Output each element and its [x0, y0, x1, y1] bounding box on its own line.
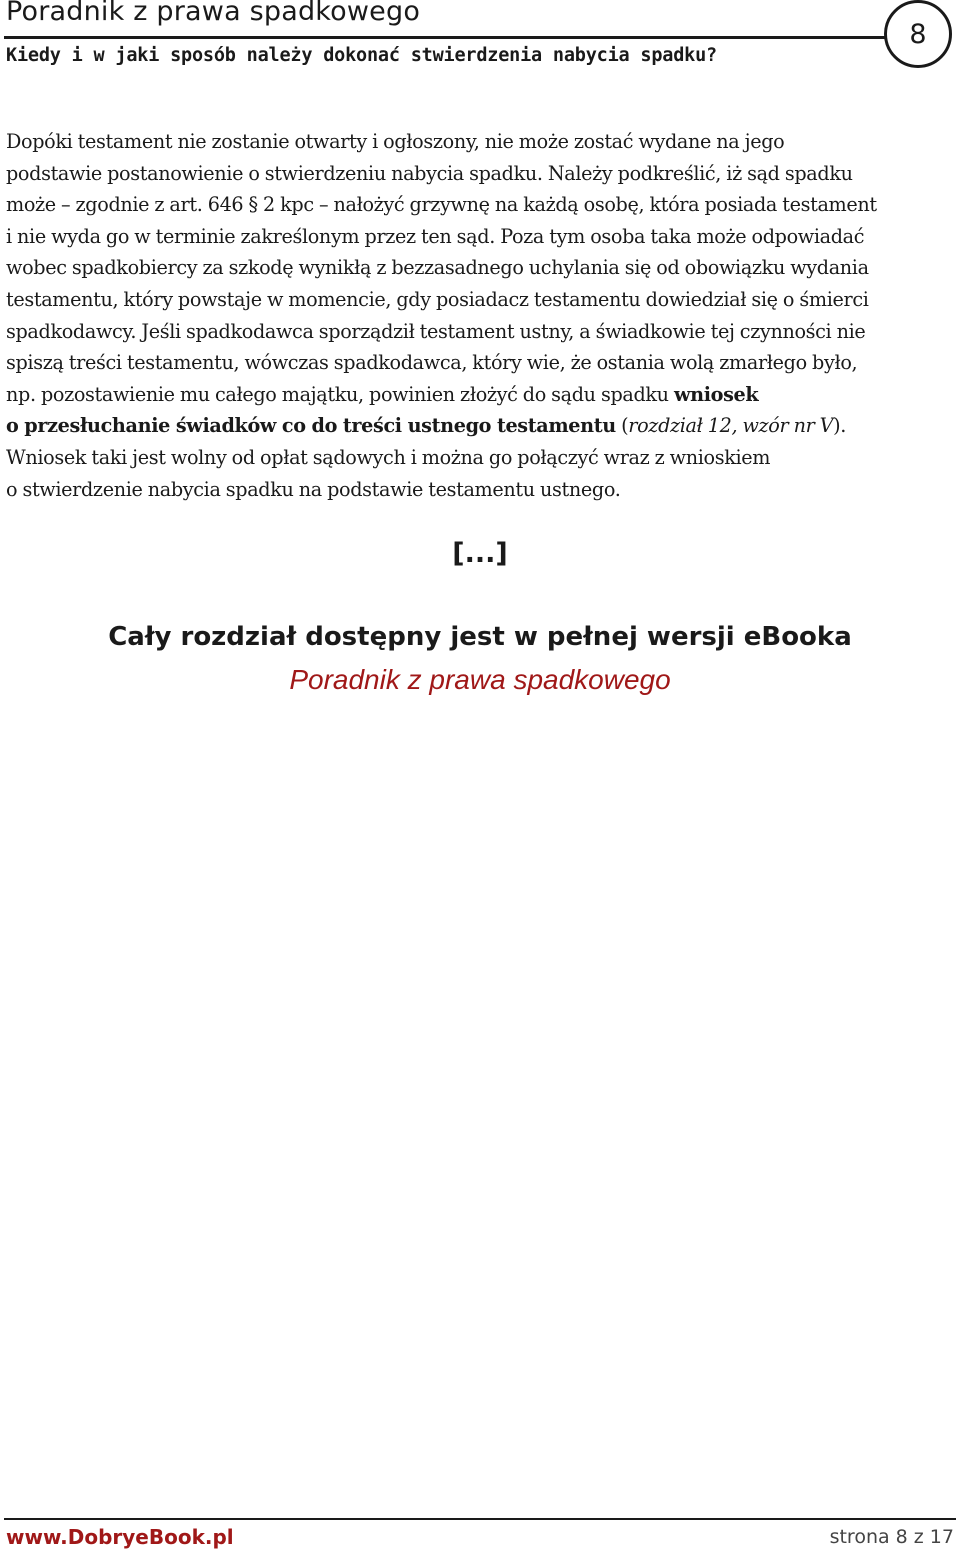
chapter-reference: rozdział 12, wzór nr V	[628, 414, 834, 438]
paren-close: ).	[833, 414, 847, 438]
body-line	[6, 410, 956, 442]
body-line: Dopóki testament nie zostanie otwarty i ogłoszony, nie może zostać wydane na jego	[6, 130, 785, 153]
body-line: i nie wyda go w terminie zakreślonym przez ten sąd. Poza tym osoba taka może odpowiadać	[6, 224, 865, 248]
omission-marker: [...]	[452, 538, 508, 569]
document-title: Poradnik z prawa spadkowego	[6, 0, 421, 27]
body-line	[6, 379, 956, 411]
body-line: o stwierdzenie nabycia spadku na podstawie testamentu ustnego.	[6, 477, 621, 501]
body-line: spadkodawcy. Jeśli spadkodawca sporządził testament ustny, a świadkowie tej czynności nie	[6, 319, 866, 343]
bold-term-motion: o przesłuchanie świadków co do treści ustnego testamentu	[6, 414, 616, 438]
full-version-notice: Cały rozdział dostępny jest w pełnej wersji eBooka	[108, 622, 852, 652]
section-subtitle: Kiedy i w jaki sposób należy dokonać stwierdzenia nabycia spadku?	[6, 45, 717, 66]
body-line: testamentu, który powstaje w momencie, gdy posiadacz testamentu dowiedział się o śmierci	[6, 287, 869, 311]
paren-open: (	[615, 414, 629, 438]
body-paragraph	[6, 126, 956, 505]
body-line: wobec spadkobiercy za szkodę wynikłą z bezzasadnego uchylania się od obowiązku wydania	[6, 256, 869, 280]
footer-divider	[4, 1518, 956, 1520]
body-line: spiszą treści testamentu, wówczas spadkodawca, który wie, że ostania wolą zmarłego było,	[6, 351, 858, 375]
website-link[interactable]: www.DobryeBook.pl	[6, 1525, 234, 1549]
ebook-title-link[interactable]: Poradnik z prawa spadkowego	[289, 664, 671, 695]
page-counter: strona 8 z 17	[829, 1526, 954, 1548]
bold-term-wniosek: wniosek	[673, 382, 759, 406]
header-divider	[4, 36, 888, 39]
body-line: podstawie postanowienie o stwierdzeniu nabycia spadku. Należy podkreślić, iż sąd spadku	[6, 161, 853, 185]
body-line: Wniosek taki jest wolny od opłat sądowych i można go połączyć wraz z wnioskiem	[6, 445, 771, 469]
body-line-text: np. pozostawienie mu całego majątku, powinien złożyć do sądu spadku	[6, 382, 674, 406]
body-line: może – zgodnie z art. 646 § 2 kpc – nałożyć grzywnę na każdą osobę, która posiada testament	[6, 193, 877, 217]
page-number-badge: 8	[884, 0, 952, 68]
